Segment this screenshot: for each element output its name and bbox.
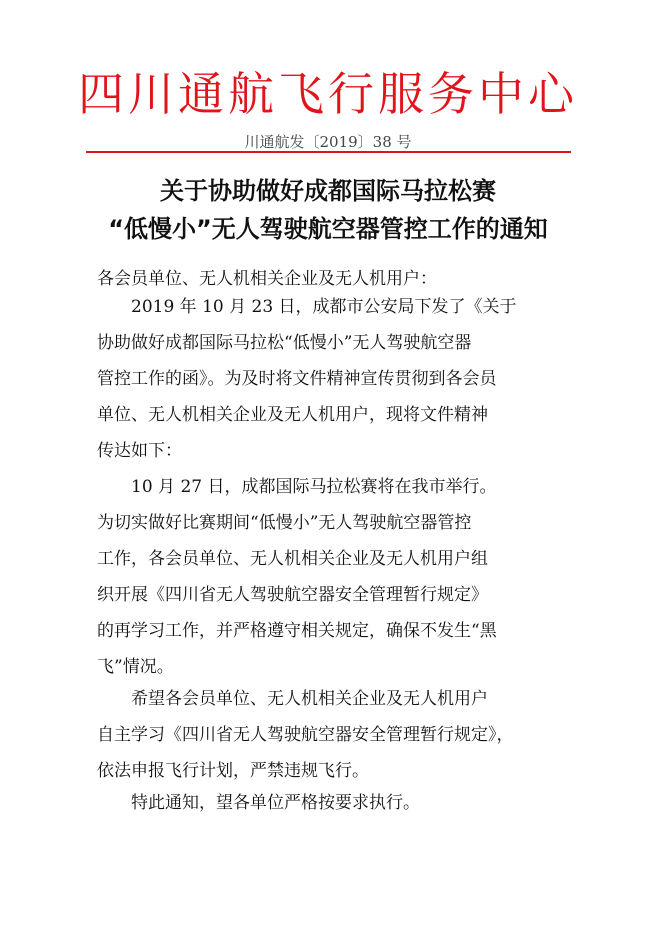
paragraph-1 (97, 289, 567, 469)
paragraph-line: 管控工作的函》。为及时将文件精神宣传贯彻到各会员 (97, 369, 497, 389)
red-header-divider (86, 151, 571, 153)
paragraph-line: 传达如下： (97, 441, 182, 461)
paragraph-line: 2019 年 10 月 23 日，成都市公安局下发了《关于 (131, 297, 517, 317)
paragraph-line: 织开展《四川省无人驾驶航空器安全管理暂行规定》 (97, 585, 488, 605)
paragraph-line: 为切实做好比赛期间“低慢小”无人驾驶航空器管控 (97, 513, 472, 533)
paragraph-line: 工作，各会员单位、无人机相关企业及无人机用户组 (97, 549, 488, 569)
paragraph-3 (97, 681, 567, 789)
paragraph-line: 希望各会员单位、无人机相关企业及无人机用户 (131, 689, 488, 709)
paragraph-4 (97, 785, 567, 821)
organization-name: 四川通航飞行服务中心 (78, 67, 578, 121)
paragraph-line: 协助做好成都国际马拉松“低慢小”无人驾驶航空器 (97, 333, 472, 353)
paragraph-2 (97, 469, 567, 685)
paragraph-line: 飞”情况。 (97, 657, 174, 677)
notice-title-line-1: 关于协助做好成都国际马拉松赛 (160, 177, 496, 205)
paragraph-line: 单位、无人机相关企业及无人机用户，现将文件精神 (97, 405, 488, 425)
salutation-text: 各会员单位、无人机相关企业及无人机用户： (97, 269, 437, 289)
paragraph-line: 特此通知，望各单位严格按要求执行。 (131, 793, 420, 813)
paragraph-line: 的再学习工作，并严格遵守相关规定，确保不发生“黑 (97, 621, 497, 641)
notice-title-line-2: “低慢小”无人驾驶航空器管控工作的通知 (108, 215, 548, 243)
paragraph-line: 自主学习《四川省无人驾驶航空器安全管理暂行规定》， (97, 725, 514, 745)
document-number: 川通航发〔2019〕38 号 (244, 133, 412, 151)
paragraph-line: 10 月 27 日，成都国际马拉松赛将在我市举行。 (131, 477, 497, 497)
paragraph-line: 依法申报飞行计划，严禁违规飞行。 (97, 761, 369, 781)
